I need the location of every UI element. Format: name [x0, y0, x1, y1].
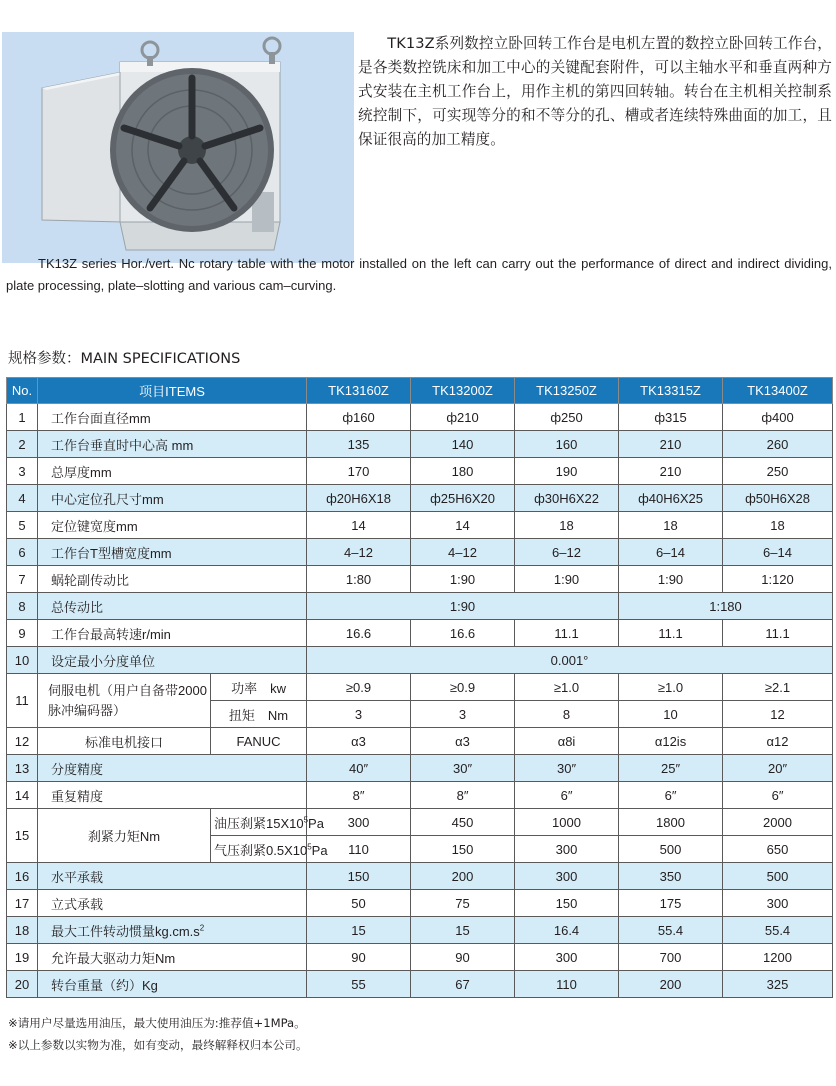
table-row	[7, 782, 833, 809]
cell: ф50H6X28	[723, 485, 833, 512]
cell: 200	[619, 971, 723, 998]
row-no: 7	[7, 566, 38, 593]
cell: ≥0.9	[411, 674, 515, 701]
table-row	[7, 620, 833, 647]
row-no: 12	[7, 728, 38, 755]
cell: 16.6	[411, 620, 515, 647]
header-model: TK13250Z	[515, 378, 619, 404]
table-row	[7, 404, 833, 431]
cell: ф20H6X18	[307, 485, 411, 512]
row-item: 允许最大驱动力矩Nm	[38, 944, 307, 971]
cell: α12	[723, 728, 833, 755]
cell: 4–12	[411, 539, 515, 566]
cell: ф30H6X22	[515, 485, 619, 512]
row-no: 10	[7, 647, 38, 674]
row-item: 工作台T型槽宽度mm	[38, 539, 307, 566]
cell: ≥1.0	[619, 674, 723, 701]
cell: 700	[619, 944, 723, 971]
cell: 16.6	[307, 620, 411, 647]
row-no: 2	[7, 431, 38, 458]
row-item: 标准电机接口	[38, 728, 211, 755]
row-no: 16	[7, 863, 38, 890]
row-item: 工作台最高转速r/min	[38, 620, 307, 647]
cell: 350	[619, 863, 723, 890]
cell: 135	[307, 431, 411, 458]
row-no: 19	[7, 944, 38, 971]
row-item: 伺服电机（用户自备带2000脉冲编码器）	[38, 674, 211, 728]
cell: 300	[723, 890, 833, 917]
cell: ф400	[723, 404, 833, 431]
table-row	[7, 593, 833, 620]
cell: 300	[515, 863, 619, 890]
cell: 8″	[411, 782, 515, 809]
table-row	[7, 755, 833, 782]
cell: 18	[515, 512, 619, 539]
cell: 3	[411, 701, 515, 728]
row-no: 9	[7, 620, 38, 647]
cell: 180	[411, 458, 515, 485]
table-row	[7, 890, 833, 917]
cell: 1800	[619, 809, 723, 836]
table-row	[7, 512, 833, 539]
cell: 650	[723, 836, 833, 863]
row-no: 17	[7, 890, 38, 917]
cell: 75	[411, 890, 515, 917]
cell: α3	[411, 728, 515, 755]
cell: 110	[515, 971, 619, 998]
cell: 150	[515, 890, 619, 917]
cell: 1200	[723, 944, 833, 971]
cell: 1:90	[619, 566, 723, 593]
rotary-table-illustration	[2, 32, 354, 263]
cell: 40″	[307, 755, 411, 782]
cell: 30″	[411, 755, 515, 782]
row-no: 8	[7, 593, 38, 620]
cell: 30″	[515, 755, 619, 782]
cell: 500	[723, 863, 833, 890]
cell: 6″	[619, 782, 723, 809]
cell: ф40H6X25	[619, 485, 723, 512]
cell: 11.1	[723, 620, 833, 647]
row-item: 工作台垂直时中心高 mm	[38, 431, 307, 458]
cell: ≥0.9	[307, 674, 411, 701]
cell: 90	[411, 944, 515, 971]
cell: 1:80	[307, 566, 411, 593]
cell: 50	[307, 890, 411, 917]
header-no: No.	[7, 378, 38, 404]
header-model: TK13315Z	[619, 378, 723, 404]
cell: 150	[411, 836, 515, 863]
footnote: ※以上参数以实物为准，如有变动，最终解释权归本公司。	[8, 1038, 308, 1052]
row-sub-label: 气压刹紧$0.5X10^5Pa$	[211, 836, 307, 863]
table-row	[7, 647, 833, 674]
cell: 18	[723, 512, 833, 539]
cell: 10	[619, 701, 723, 728]
cell: 300	[515, 944, 619, 971]
table-row	[7, 971, 833, 998]
cell: 2000	[723, 809, 833, 836]
cell: 140	[411, 431, 515, 458]
row-sub-label: 油压刹紧$15X10^5Pa$	[211, 809, 307, 836]
cell: 1000	[515, 809, 619, 836]
table-row	[7, 431, 833, 458]
cell: 8″	[307, 782, 411, 809]
row-no: 18	[7, 917, 38, 944]
cell: 160	[515, 431, 619, 458]
cell: 325	[723, 971, 833, 998]
intro-english: TK13Z series Hor./vert. Nc rotary table with the motor installed on the left can carry out the performance of direct and indirect dividing, plate processing, plate–slotting and various cam–curving.	[6, 256, 832, 293]
row-no: 6	[7, 539, 38, 566]
row-sub-label: 扭矩 Nm	[211, 701, 307, 728]
table-row	[7, 539, 833, 566]
table-row	[7, 944, 833, 971]
table-row	[7, 863, 833, 890]
header-model: TK13160Z	[307, 378, 411, 404]
cell: 8	[515, 701, 619, 728]
cell: 6″	[723, 782, 833, 809]
cell: 1:90	[515, 566, 619, 593]
row-item: 刹紧力矩Nm	[38, 809, 211, 863]
row-sub-label: 功率 kw	[211, 674, 307, 701]
row-no: 5	[7, 512, 38, 539]
cell: 450	[411, 809, 515, 836]
row-sub-label: FANUC	[211, 728, 307, 755]
footnotes	[8, 1012, 308, 1056]
row-item: 工作台面直径mm	[38, 404, 307, 431]
row-no: 4	[7, 485, 38, 512]
cell: ≥1.0	[515, 674, 619, 701]
row-item: 设定最小分度单位	[38, 647, 307, 674]
row-item: 蜗轮副传动比	[38, 566, 307, 593]
row-item: 转台重量（约）Kg	[38, 971, 307, 998]
cell: 67	[411, 971, 515, 998]
cell: 4–12	[307, 539, 411, 566]
table-row	[7, 458, 833, 485]
row-no: 15	[7, 809, 38, 863]
row-item: 立式承载	[38, 890, 307, 917]
cell: 260	[723, 431, 833, 458]
cell: α8i	[515, 728, 619, 755]
cell: 500	[619, 836, 723, 863]
cell: 200	[411, 863, 515, 890]
cell: 300	[307, 809, 411, 836]
cell: 25″	[619, 755, 723, 782]
spec-table	[6, 377, 833, 998]
cell: 190	[515, 458, 619, 485]
intro-chinese: TK13Z系列数控立卧回转工作台是电机左置的数控立卧回转工作台，是各类数控铣床和加工中心的关键配套附件，可以主轴水平和垂直两种方式安装在主机工作台上，用作主机的第四回转轴。转台在主机相关控制系统控制下，可实现等分的和不等分的孔、槽或者连续特殊曲面的加工，且保证很高的加工精度。	[358, 35, 832, 148]
product-photo	[2, 32, 354, 263]
cell: 55.4	[619, 917, 723, 944]
cell: 1:90	[307, 593, 619, 620]
row-no: 13	[7, 755, 38, 782]
table-header-row	[7, 378, 833, 404]
spec-heading: 规格参数：MAIN SPECIFICATIONS	[8, 351, 241, 367]
cell: 1:120	[723, 566, 833, 593]
cell: 6–14	[723, 539, 833, 566]
cell: 16.4	[515, 917, 619, 944]
table-row	[7, 917, 833, 944]
cell: 170	[307, 458, 411, 485]
cell: 12	[723, 701, 833, 728]
cell: 11.1	[515, 620, 619, 647]
header-model: TK13200Z	[411, 378, 515, 404]
cell: ф160	[307, 404, 411, 431]
row-item: 总传动比	[38, 593, 307, 620]
cell: α12is	[619, 728, 723, 755]
cell: 20″	[723, 755, 833, 782]
cell: 14	[411, 512, 515, 539]
row-item: 重复精度	[38, 782, 307, 809]
table-row	[7, 485, 833, 512]
table-row	[7, 728, 833, 755]
cell: ≥2.1	[723, 674, 833, 701]
cell: ф25H6X20	[411, 485, 515, 512]
row-item: 水平承载	[38, 863, 307, 890]
cell: 1:90	[411, 566, 515, 593]
header-model: TK13400Z	[723, 378, 833, 404]
row-item: 定位键宽度mm	[38, 512, 307, 539]
cell: 6–12	[515, 539, 619, 566]
cell: 55.4	[723, 917, 833, 944]
row-no: 3	[7, 458, 38, 485]
row-item: 分度精度	[38, 755, 307, 782]
cell: 1:180	[619, 593, 833, 620]
cell: 14	[307, 512, 411, 539]
cell: 11.1	[619, 620, 723, 647]
cell: 15	[307, 917, 411, 944]
table-row	[7, 566, 833, 593]
cell: 3	[307, 701, 411, 728]
cell: 175	[619, 890, 723, 917]
cell: 210	[619, 458, 723, 485]
cell: 55	[307, 971, 411, 998]
cell: 300	[515, 836, 619, 863]
row-no: 11	[7, 674, 38, 728]
cell: 210	[619, 431, 723, 458]
row-item: 总厚度mm	[38, 458, 307, 485]
row-item: 中心定位孔尺寸mm	[38, 485, 307, 512]
cell: 15	[411, 917, 515, 944]
header-items: 项目ITEMS	[38, 378, 307, 404]
cell: 110	[307, 836, 411, 863]
cell: ф210	[411, 404, 515, 431]
cell: α3	[307, 728, 411, 755]
row-no: 20	[7, 971, 38, 998]
row-item: 最大工件转动惯量$kg.cm.s^2$	[38, 917, 307, 944]
cell: 0.001°	[307, 647, 833, 674]
cell: 250	[723, 458, 833, 485]
cell: 150	[307, 863, 411, 890]
row-no: 14	[7, 782, 38, 809]
table-row	[7, 809, 833, 836]
cell: ф250	[515, 404, 619, 431]
cell: ф315	[619, 404, 723, 431]
cell: 6″	[515, 782, 619, 809]
cell: 90	[307, 944, 411, 971]
cell: 18	[619, 512, 723, 539]
table-row	[7, 674, 833, 701]
cell: 6–14	[619, 539, 723, 566]
footnote: ※请用户尽量选用油压，最大使用油压为:推荐值+1MPa。	[8, 1016, 306, 1030]
row-no: 1	[7, 404, 38, 431]
